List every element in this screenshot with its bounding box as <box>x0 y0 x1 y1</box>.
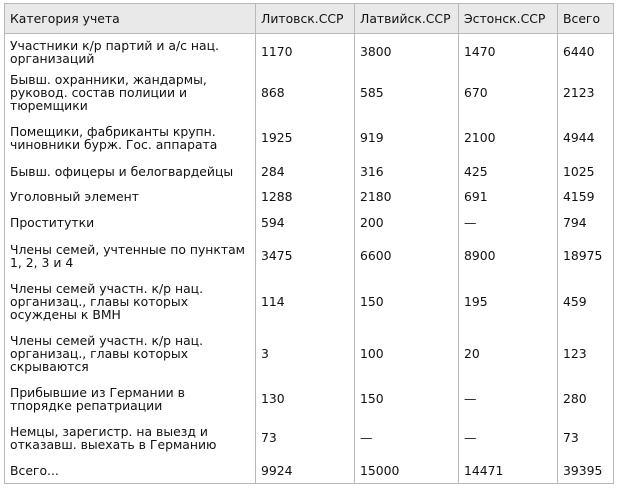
row-total-value: 123 <box>558 328 614 380</box>
row-category: Проститутки <box>5 210 256 236</box>
row-category: Участники к/р партий и а/с нац. организаций <box>5 34 256 70</box>
row-latvian-value: 3800 <box>355 34 459 70</box>
row-latvian-value: 100 <box>355 328 459 380</box>
table-total-row <box>5 458 614 484</box>
table-header-row <box>5 4 614 34</box>
row-lithuanian-value: 130 <box>256 380 355 418</box>
table-row <box>5 380 614 418</box>
row-category: Члены семей участн. к/р нац. организац., главы которых скрываются <box>5 328 256 380</box>
row-estonian-value: — <box>459 380 558 418</box>
header-estonian-ssr: Эстонск.ССР <box>459 4 558 34</box>
registry-table-container <box>4 3 613 484</box>
total-lithuanian-value: 9924 <box>256 458 355 484</box>
row-latvian-value: 919 <box>355 116 459 160</box>
row-total-value: 4159 <box>558 184 614 210</box>
header-lithuanian-ssr: Литовск.ССР <box>256 4 355 34</box>
row-category: Члены семей участн. к/р нац. организац., главы которых осуждены к ВМН <box>5 276 256 328</box>
row-total-value: 73 <box>558 418 614 458</box>
row-estonian-value: 1470 <box>459 34 558 70</box>
row-category: Члены семей, учтенные по пунктам 1, 2, 3 и 4 <box>5 236 256 276</box>
row-total-value: 2123 <box>558 70 614 116</box>
row-estonian-value: 2100 <box>459 116 558 160</box>
row-estonian-value: 195 <box>459 276 558 328</box>
table-row <box>5 116 614 160</box>
table-row <box>5 210 614 236</box>
row-total-value: 794 <box>558 210 614 236</box>
total-latvian-value: 15000 <box>355 458 459 484</box>
row-category: Помещики, фабриканты крупн. чиновники бурж. Гос. аппарата <box>5 116 256 160</box>
row-lithuanian-value: 73 <box>256 418 355 458</box>
row-latvian-value: 6600 <box>355 236 459 276</box>
row-lithuanian-value: 114 <box>256 276 355 328</box>
row-category: Немцы, зарегистр. на выезд и отказавш. выехать в Германию <box>5 418 256 458</box>
row-total-value: 18975 <box>558 236 614 276</box>
row-estonian-value: 8900 <box>459 236 558 276</box>
row-lithuanian-value: 1925 <box>256 116 355 160</box>
row-total-value: 6440 <box>558 34 614 70</box>
row-estonian-value: 691 <box>459 184 558 210</box>
row-latvian-value: 316 <box>355 160 459 184</box>
registry-table <box>4 3 614 484</box>
header-total: Всего <box>558 4 614 34</box>
row-category: Бывш. офицеры и белогвардейцы <box>5 160 256 184</box>
row-latvian-value: 585 <box>355 70 459 116</box>
row-estonian-value: 670 <box>459 70 558 116</box>
table-row <box>5 236 614 276</box>
header-category: Категория учета <box>5 4 256 34</box>
row-lithuanian-value: 3 <box>256 328 355 380</box>
table-row <box>5 70 614 116</box>
table-row <box>5 418 614 458</box>
grand-total-value: 39395 <box>558 458 614 484</box>
row-latvian-value: 150 <box>355 380 459 418</box>
row-estonian-value: — <box>459 418 558 458</box>
row-lithuanian-value: 868 <box>256 70 355 116</box>
row-lithuanian-value: 1170 <box>256 34 355 70</box>
row-category: Уголовный элемент <box>5 184 256 210</box>
row-category: Бывш. охранники, жандармы, руковод. состав полиции и тюремщики <box>5 70 256 116</box>
row-total-value: 280 <box>558 380 614 418</box>
row-latvian-value: — <box>355 418 459 458</box>
row-lithuanian-value: 594 <box>256 210 355 236</box>
row-category: Прибывшие из Германии в тпорядке репатриации <box>5 380 256 418</box>
table-row <box>5 160 614 184</box>
total-row-label: Всего... <box>5 458 256 484</box>
row-lithuanian-value: 1288 <box>256 184 355 210</box>
table-row <box>5 184 614 210</box>
header-latvian-ssr: Латвийск.ССР <box>355 4 459 34</box>
row-estonian-value: 20 <box>459 328 558 380</box>
table-row <box>5 276 614 328</box>
row-lithuanian-value: 284 <box>256 160 355 184</box>
row-latvian-value: 150 <box>355 276 459 328</box>
table-row <box>5 34 614 70</box>
row-total-value: 1025 <box>558 160 614 184</box>
row-total-value: 459 <box>558 276 614 328</box>
row-latvian-value: 200 <box>355 210 459 236</box>
total-estonian-value: 14471 <box>459 458 558 484</box>
row-latvian-value: 2180 <box>355 184 459 210</box>
row-estonian-value: 425 <box>459 160 558 184</box>
table-row <box>5 328 614 380</box>
row-lithuanian-value: 3475 <box>256 236 355 276</box>
row-total-value: 4944 <box>558 116 614 160</box>
row-estonian-value: — <box>459 210 558 236</box>
